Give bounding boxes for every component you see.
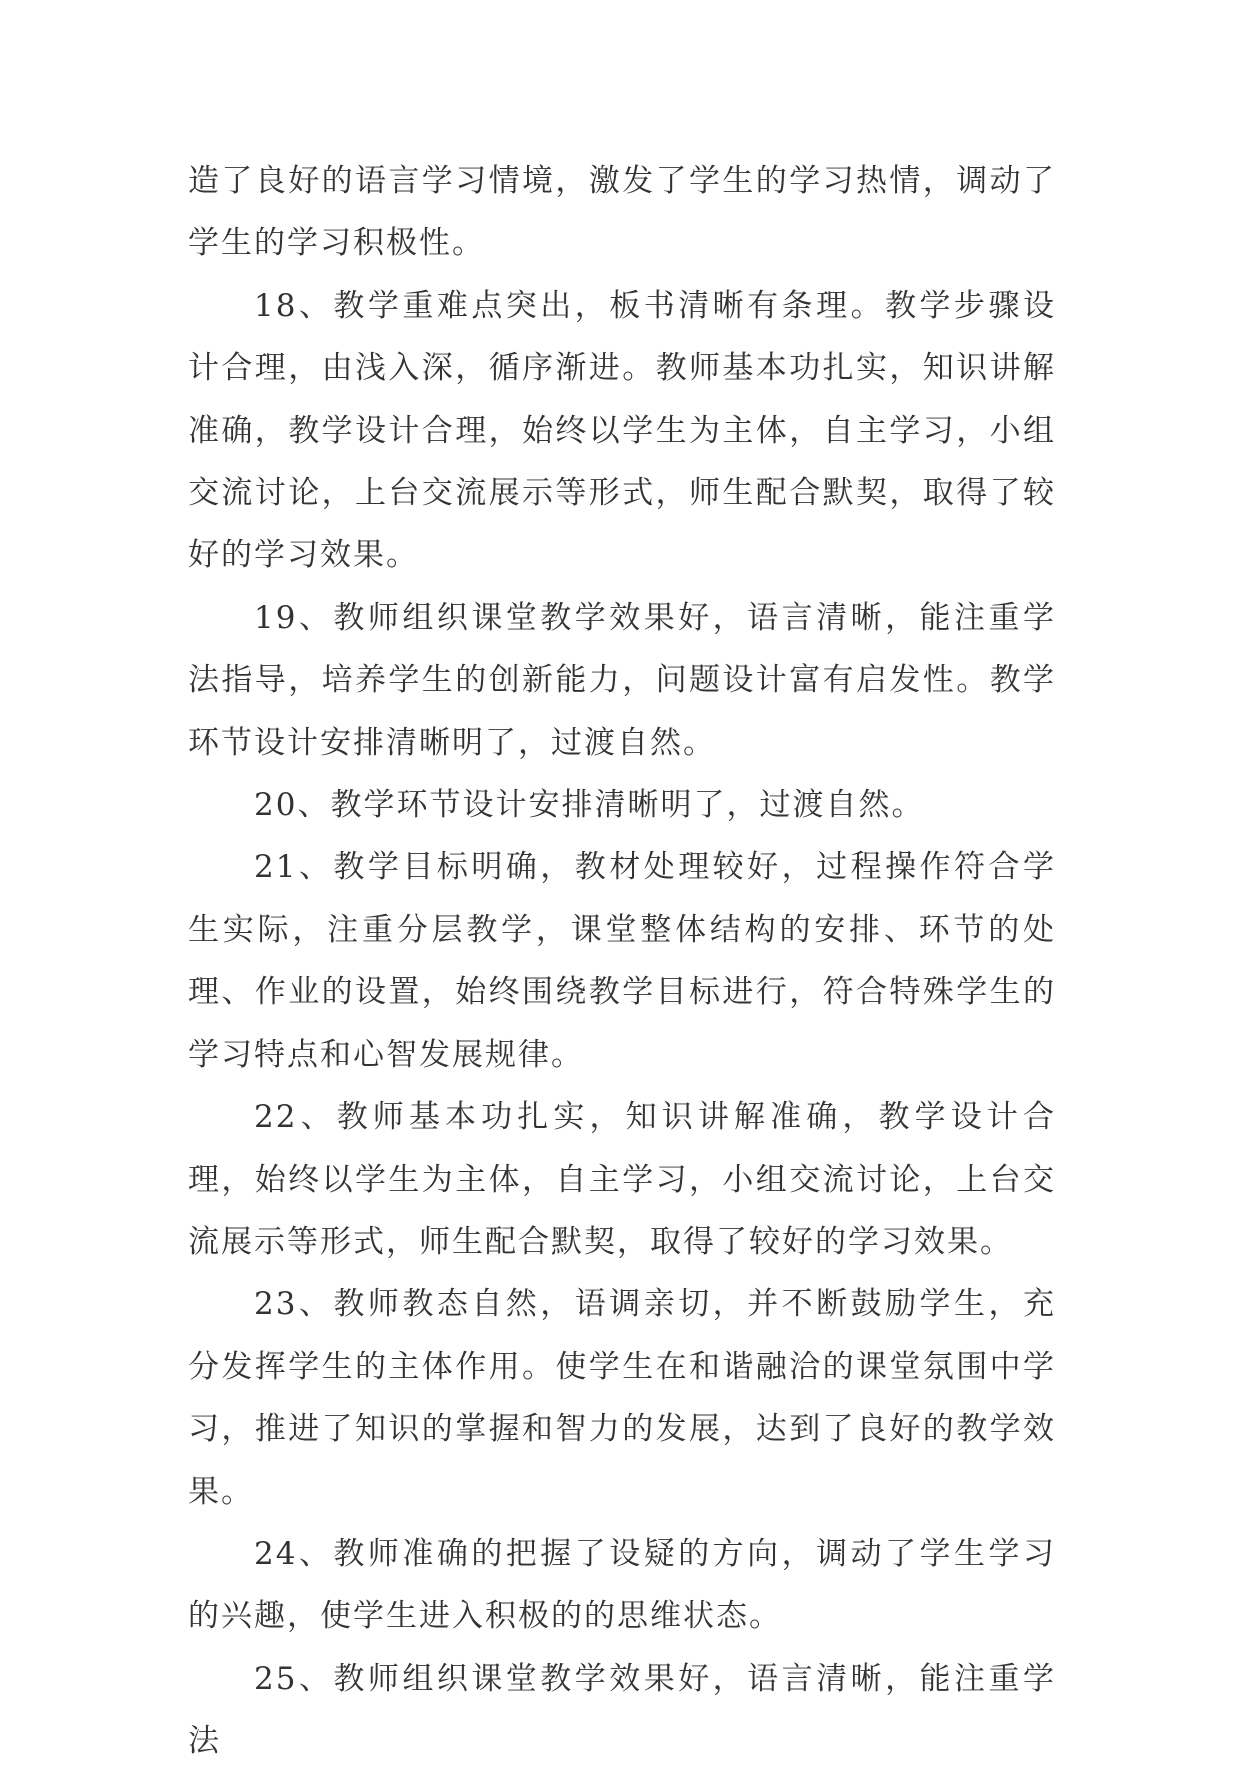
paragraph-item-23: 23、教师教态自然，语调亲切，并不断鼓励学生，充分发挥学生的主体作用。使学生在和谐融洽的课堂氛围中学习，推进了知识的掌握和智力的发展，达到了良好的教学效果。 [188,1286,1056,1510]
paragraph-item-22: 22、教师基本功扎实，知识讲解准确，教学设计合理，始终以学生为主体，自主学习，小组交流讨论，上台交流展示等形式，师生配合默契，取得了较好的学习效果。 [188,1099,1056,1260]
document-body [188,150,1056,1773]
paragraph-continuation: 造了良好的语言学习情境，激发了学生的学习热情，调动了学生的学习积极性。 [188,163,1056,262]
paragraph-item-21: 21、教学目标明确，教材处理较好，过程操作符合学生实际，注重分层教学，课堂整体结构的安排、环节的处理、作业的设置，始终围绕教学目标进行，符合特殊学生的学习特点和心智发展规律。 [188,849,1056,1073]
paragraph-item-25: 25、教师组织课堂教学效果好，语言清晰，能注重学法 [188,1660,1056,1760]
paragraph-item-18: 18、教学重难点突出，板书清晰有条理。教学步骤设计合理，由浅入深，循序渐进。教师基本功扎实，知识讲解准确，教学设计合理，始终以学生为主体，自主学习，小组交流讨论，上台交流展示等形式，师生配合默契，取得了较好的学习效果。 [188,287,1056,574]
paragraph-item-20: 20、教学环节设计安排清晰明了，过渡自然。 [254,787,925,824]
paragraph-item-19: 19、教师组织课堂教学效果好，语言清晰，能注重学法指导，培养学生的创新能力，问题设计富有启发性。教学环节设计安排清晰明了，过渡自然。 [188,599,1056,761]
paragraph-item-24: 24、教师准确的把握了设疑的方向，调动了学生学习的兴趣，使学生进入积极的的思维状态。 [188,1535,1056,1635]
